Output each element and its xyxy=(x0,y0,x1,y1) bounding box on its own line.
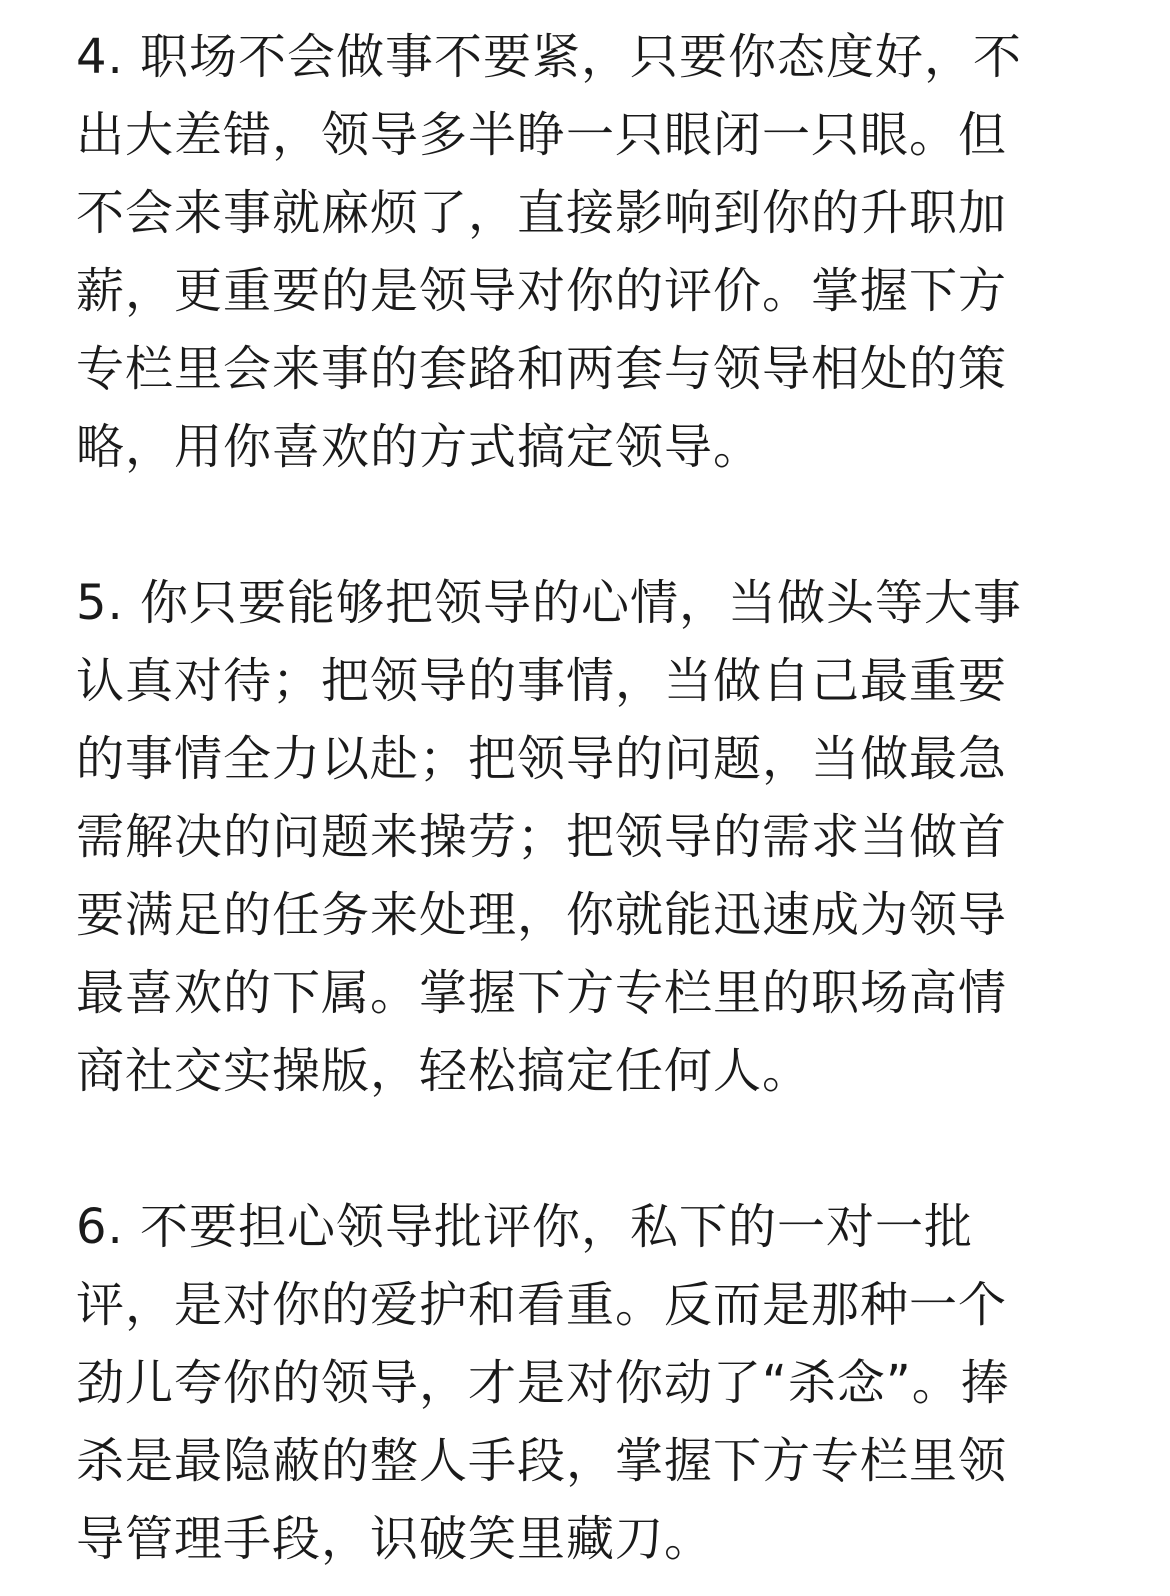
paragraph-6 xyxy=(76,1188,1076,1578)
paragraph-line: 导管理手段，识破笑里藏刀。 xyxy=(76,1511,714,1567)
paragraph-line: 5. 你只要能够把领导的心情，当做头等大事 xyxy=(76,575,1023,631)
paragraph-line: 不会来事就麻烦了，直接影响到你的升职加 xyxy=(76,185,1008,241)
paragraph-line: 评，是对你的爱护和看重。反而是那种一个 xyxy=(76,1277,1008,1333)
paragraph-line: 的事情全力以赴；把领导的问题，当做最急 xyxy=(76,731,1008,787)
article-body xyxy=(76,0,1076,1578)
paragraph-4 xyxy=(76,18,1076,486)
paragraph-line: 要满足的任务来处理，你就能迅速成为领导 xyxy=(76,887,1008,943)
paragraph-line: 略，用你喜欢的方式搞定领导。 xyxy=(76,419,763,475)
paragraph-spacer xyxy=(76,486,1076,564)
paragraph-line: 需解决的问题来操劳；把领导的需求当做首 xyxy=(76,809,1008,865)
paragraph-line: 杀是最隐蔽的整人手段，掌握下方专栏里领 xyxy=(76,1433,1008,1489)
paragraph-line: 薪，更重要的是领导对你的评价。掌握下方 xyxy=(76,263,1008,319)
paragraph-spacer xyxy=(76,1110,1076,1188)
paragraph-line: 最喜欢的下属。掌握下方专栏里的职场高情 xyxy=(76,965,1008,1021)
paragraph-line: 商社交实操版，轻松搞定任何人。 xyxy=(76,1043,812,1099)
paragraph-line: 出大差错，领导多半睁一只眼闭一只眼。但 xyxy=(76,107,1008,163)
paragraph-line: 认真对待；把领导的事情，当做自己最重要 xyxy=(76,653,1008,709)
paragraph-line: 专栏里会来事的套路和两套与领导相处的策 xyxy=(76,341,1008,397)
paragraph-line: 4. 职场不会做事不要紧，只要你态度好，不 xyxy=(76,29,1023,85)
paragraph-line: 6. 不要担心领导批评你，私下的一对一批 xyxy=(76,1199,974,1255)
paragraph-line: 劲儿夸你的领导，才是对你动了“杀念”。捧 xyxy=(76,1355,1010,1411)
paragraph-5 xyxy=(76,564,1076,1110)
